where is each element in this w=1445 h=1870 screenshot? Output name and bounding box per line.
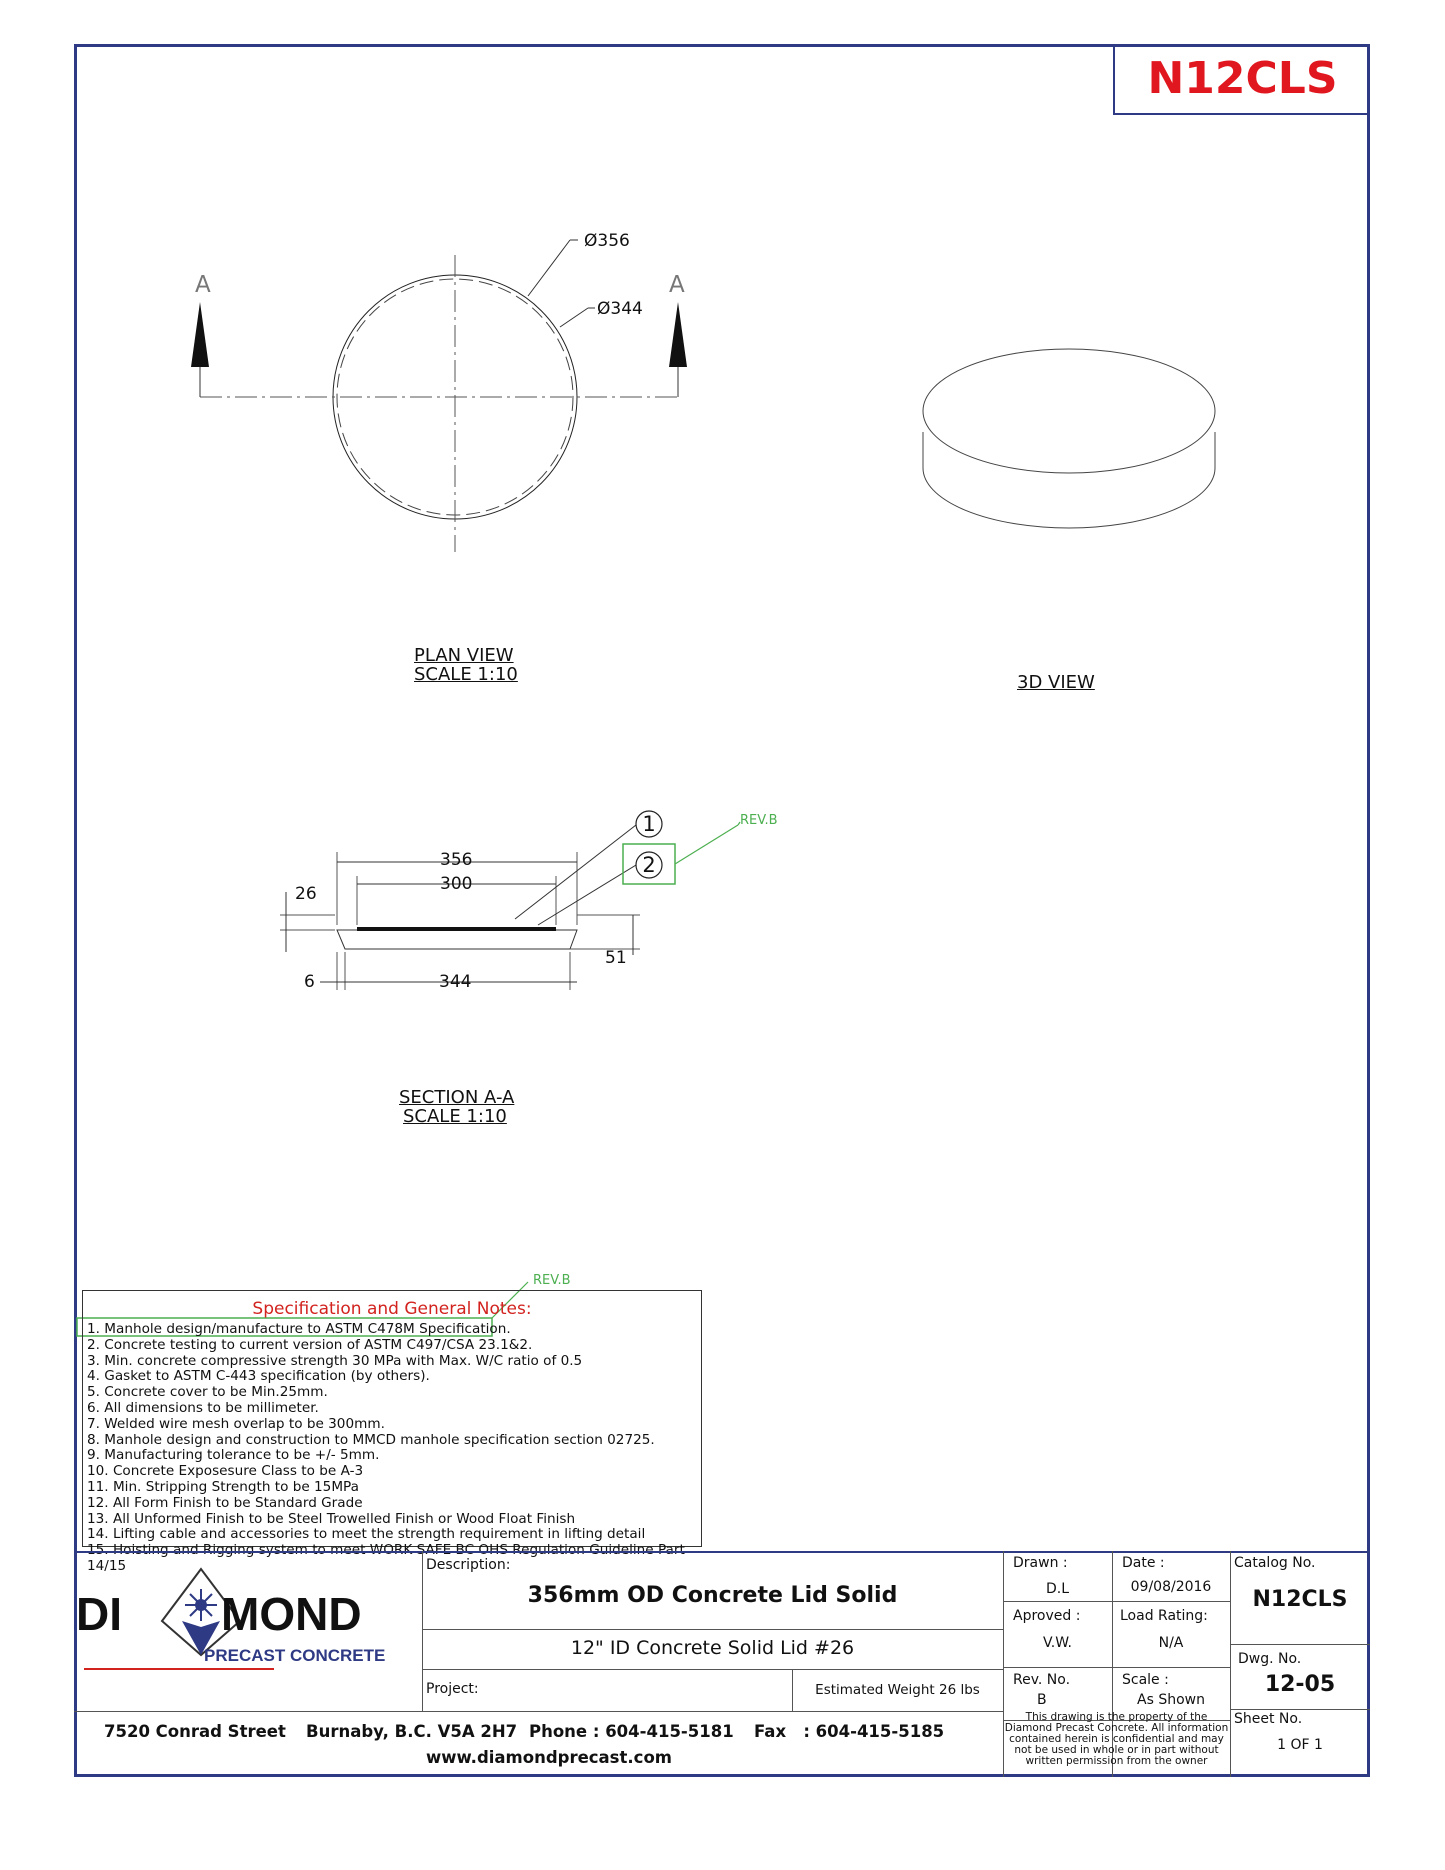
dim-outer-diameter: Ø356 bbox=[584, 231, 630, 251]
drawn-value: D.L bbox=[1045, 1581, 1070, 1597]
callout-2-leader bbox=[538, 865, 636, 925]
phone-number: Phone : 604-415-5181 bbox=[529, 1722, 734, 1741]
note-item: 8. Manhole design and construction to MMCD manhole specification section 02725. bbox=[87, 1431, 655, 1448]
description-label: Description: bbox=[426, 1557, 511, 1573]
approved-label: Aproved : bbox=[1013, 1608, 1081, 1624]
rev-no-label: Rev. No. bbox=[1013, 1672, 1071, 1688]
description-sub: 12" ID Concrete Solid Lid #26 bbox=[570, 1637, 855, 1659]
sheet-value: 1 OF 1 bbox=[1277, 1737, 1323, 1753]
title-block bbox=[74, 1551, 1370, 1777]
catalog-label: Catalog No. bbox=[1234, 1555, 1316, 1571]
scale-label: Scale : bbox=[1122, 1672, 1169, 1688]
dwg-value: 12-05 bbox=[1264, 1672, 1336, 1697]
note-item: 14/15 bbox=[87, 1557, 127, 1574]
callout-1-leader bbox=[515, 825, 636, 919]
view-3d-drawing bbox=[923, 349, 1215, 528]
section-marker-right: A bbox=[669, 272, 685, 298]
date-value: 09/08/2016 bbox=[1130, 1579, 1212, 1595]
load-rating-value: N/A bbox=[1158, 1635, 1184, 1651]
notes-list bbox=[87, 1322, 701, 1575]
rev-tag-section: REV.B bbox=[740, 813, 778, 828]
note-item: 11. Min. Stripping Strength to be 15MPa bbox=[87, 1478, 359, 1495]
note-item: 12. All Form Finish to be Standard Grade bbox=[87, 1494, 363, 1511]
section-arrow-left bbox=[191, 302, 209, 367]
section-lid-profile bbox=[337, 930, 577, 949]
rev-b-leader-section bbox=[675, 825, 738, 864]
section-scale: SCALE 1:10 bbox=[403, 1106, 507, 1127]
approved-value: V.W. bbox=[1043, 1635, 1072, 1651]
company-logo: DI MOND PRECAST CONCRETE bbox=[76, 1567, 416, 1667]
note-item: 1. Manhole design/manufacture to ASTM C478M Specification. bbox=[87, 1321, 511, 1337]
dim-text-26: 26 bbox=[295, 884, 317, 904]
section-drawing bbox=[280, 811, 740, 990]
section-arrow-right bbox=[669, 302, 687, 367]
rev-no-value: B bbox=[1037, 1692, 1047, 1708]
note-item: 5. Concrete cover to be Min.25mm. bbox=[87, 1384, 328, 1401]
dim-inner-diameter: Ø344 bbox=[597, 299, 643, 319]
dim-text-300: 300 bbox=[440, 874, 473, 894]
view-3d-title: 3D VIEW bbox=[1017, 672, 1095, 693]
rev-tag-notes: REV.B bbox=[533, 1273, 571, 1288]
section-marker-left: A bbox=[195, 272, 211, 298]
note-item: 2. Concrete testing to current version of ASTM C497/CSA 23.1&2. bbox=[87, 1336, 533, 1353]
address-city: Burnaby, B.C. V5A 2H7 bbox=[306, 1722, 518, 1741]
plan-view-scale: SCALE 1:10 bbox=[414, 664, 518, 685]
plan-view-title: PLAN VIEW bbox=[414, 645, 514, 666]
note-item: 6. All dimensions to be millimeter. bbox=[87, 1399, 319, 1416]
note-item: 9. Manufacturing tolerance to be +/- 5mm. bbox=[87, 1447, 380, 1464]
scale-value: As Shown bbox=[1137, 1692, 1205, 1708]
date-label: Date : bbox=[1122, 1555, 1165, 1571]
load-rating-label: Load Rating: bbox=[1120, 1608, 1208, 1624]
address-street: 7520 Conrad Street bbox=[104, 1722, 286, 1741]
note-item: 4. Gasket to ASTM C-443 specification (by others). bbox=[87, 1368, 430, 1385]
project-label: Project: bbox=[426, 1681, 479, 1697]
dim-text-51: 51 bbox=[605, 948, 627, 968]
dim-text-6: 6 bbox=[304, 972, 315, 992]
leader-inner-dia bbox=[560, 308, 588, 327]
note-item: 13. All Unformed Finish to be Steel Trowelled Finish or Wood Float Finish bbox=[87, 1510, 576, 1527]
section-title: SECTION A-A bbox=[399, 1087, 515, 1108]
confidentiality-notice: This drawing is the property of the Diamond Precast Concrete. All information contained herein is confidential and may not be used in whole or in part without written permission from the owner bbox=[1004, 1711, 1229, 1767]
website-link[interactable]: www.diamondprecast.com bbox=[426, 1748, 672, 1767]
plan-view-drawing bbox=[191, 240, 687, 552]
estimated-weight: Estimated Weight 26 lbs bbox=[815, 1682, 980, 1698]
dim-text-344: 344 bbox=[439, 972, 472, 992]
note-item: 14. Lifting cable and accessories to meet the strength requirement in lifting detail bbox=[87, 1526, 646, 1543]
drawn-label: Drawn : bbox=[1013, 1555, 1068, 1571]
callout-2-label: 2 bbox=[642, 853, 656, 877]
dwg-label: Dwg. No. bbox=[1238, 1651, 1302, 1667]
note-item: 7. Welded wire mesh overlap to be 300mm. bbox=[87, 1415, 385, 1432]
callout-1-label: 1 bbox=[642, 812, 656, 836]
notes-title: Specification and General Notes: bbox=[252, 1299, 532, 1319]
leader-outer-dia bbox=[528, 240, 570, 296]
note-item: 3. Min. concrete compressive strength 30 MPa with Max. W/C ratio of 0.5 bbox=[87, 1352, 583, 1369]
note-item: 10. Concrete Exposesure Class to be A-3 bbox=[87, 1463, 364, 1480]
dim-text-356: 356 bbox=[440, 850, 473, 870]
fax-number: Fax : 604-415-5185 bbox=[754, 1722, 945, 1741]
description-main: 356mm OD Concrete Lid Solid bbox=[527, 1583, 898, 1608]
sheet-label: Sheet No. bbox=[1234, 1711, 1303, 1727]
catalog-value: N12CLS bbox=[1252, 1587, 1348, 1612]
catalog-code-header: N12CLS bbox=[1113, 44, 1370, 115]
lid-3d-top bbox=[923, 349, 1215, 473]
